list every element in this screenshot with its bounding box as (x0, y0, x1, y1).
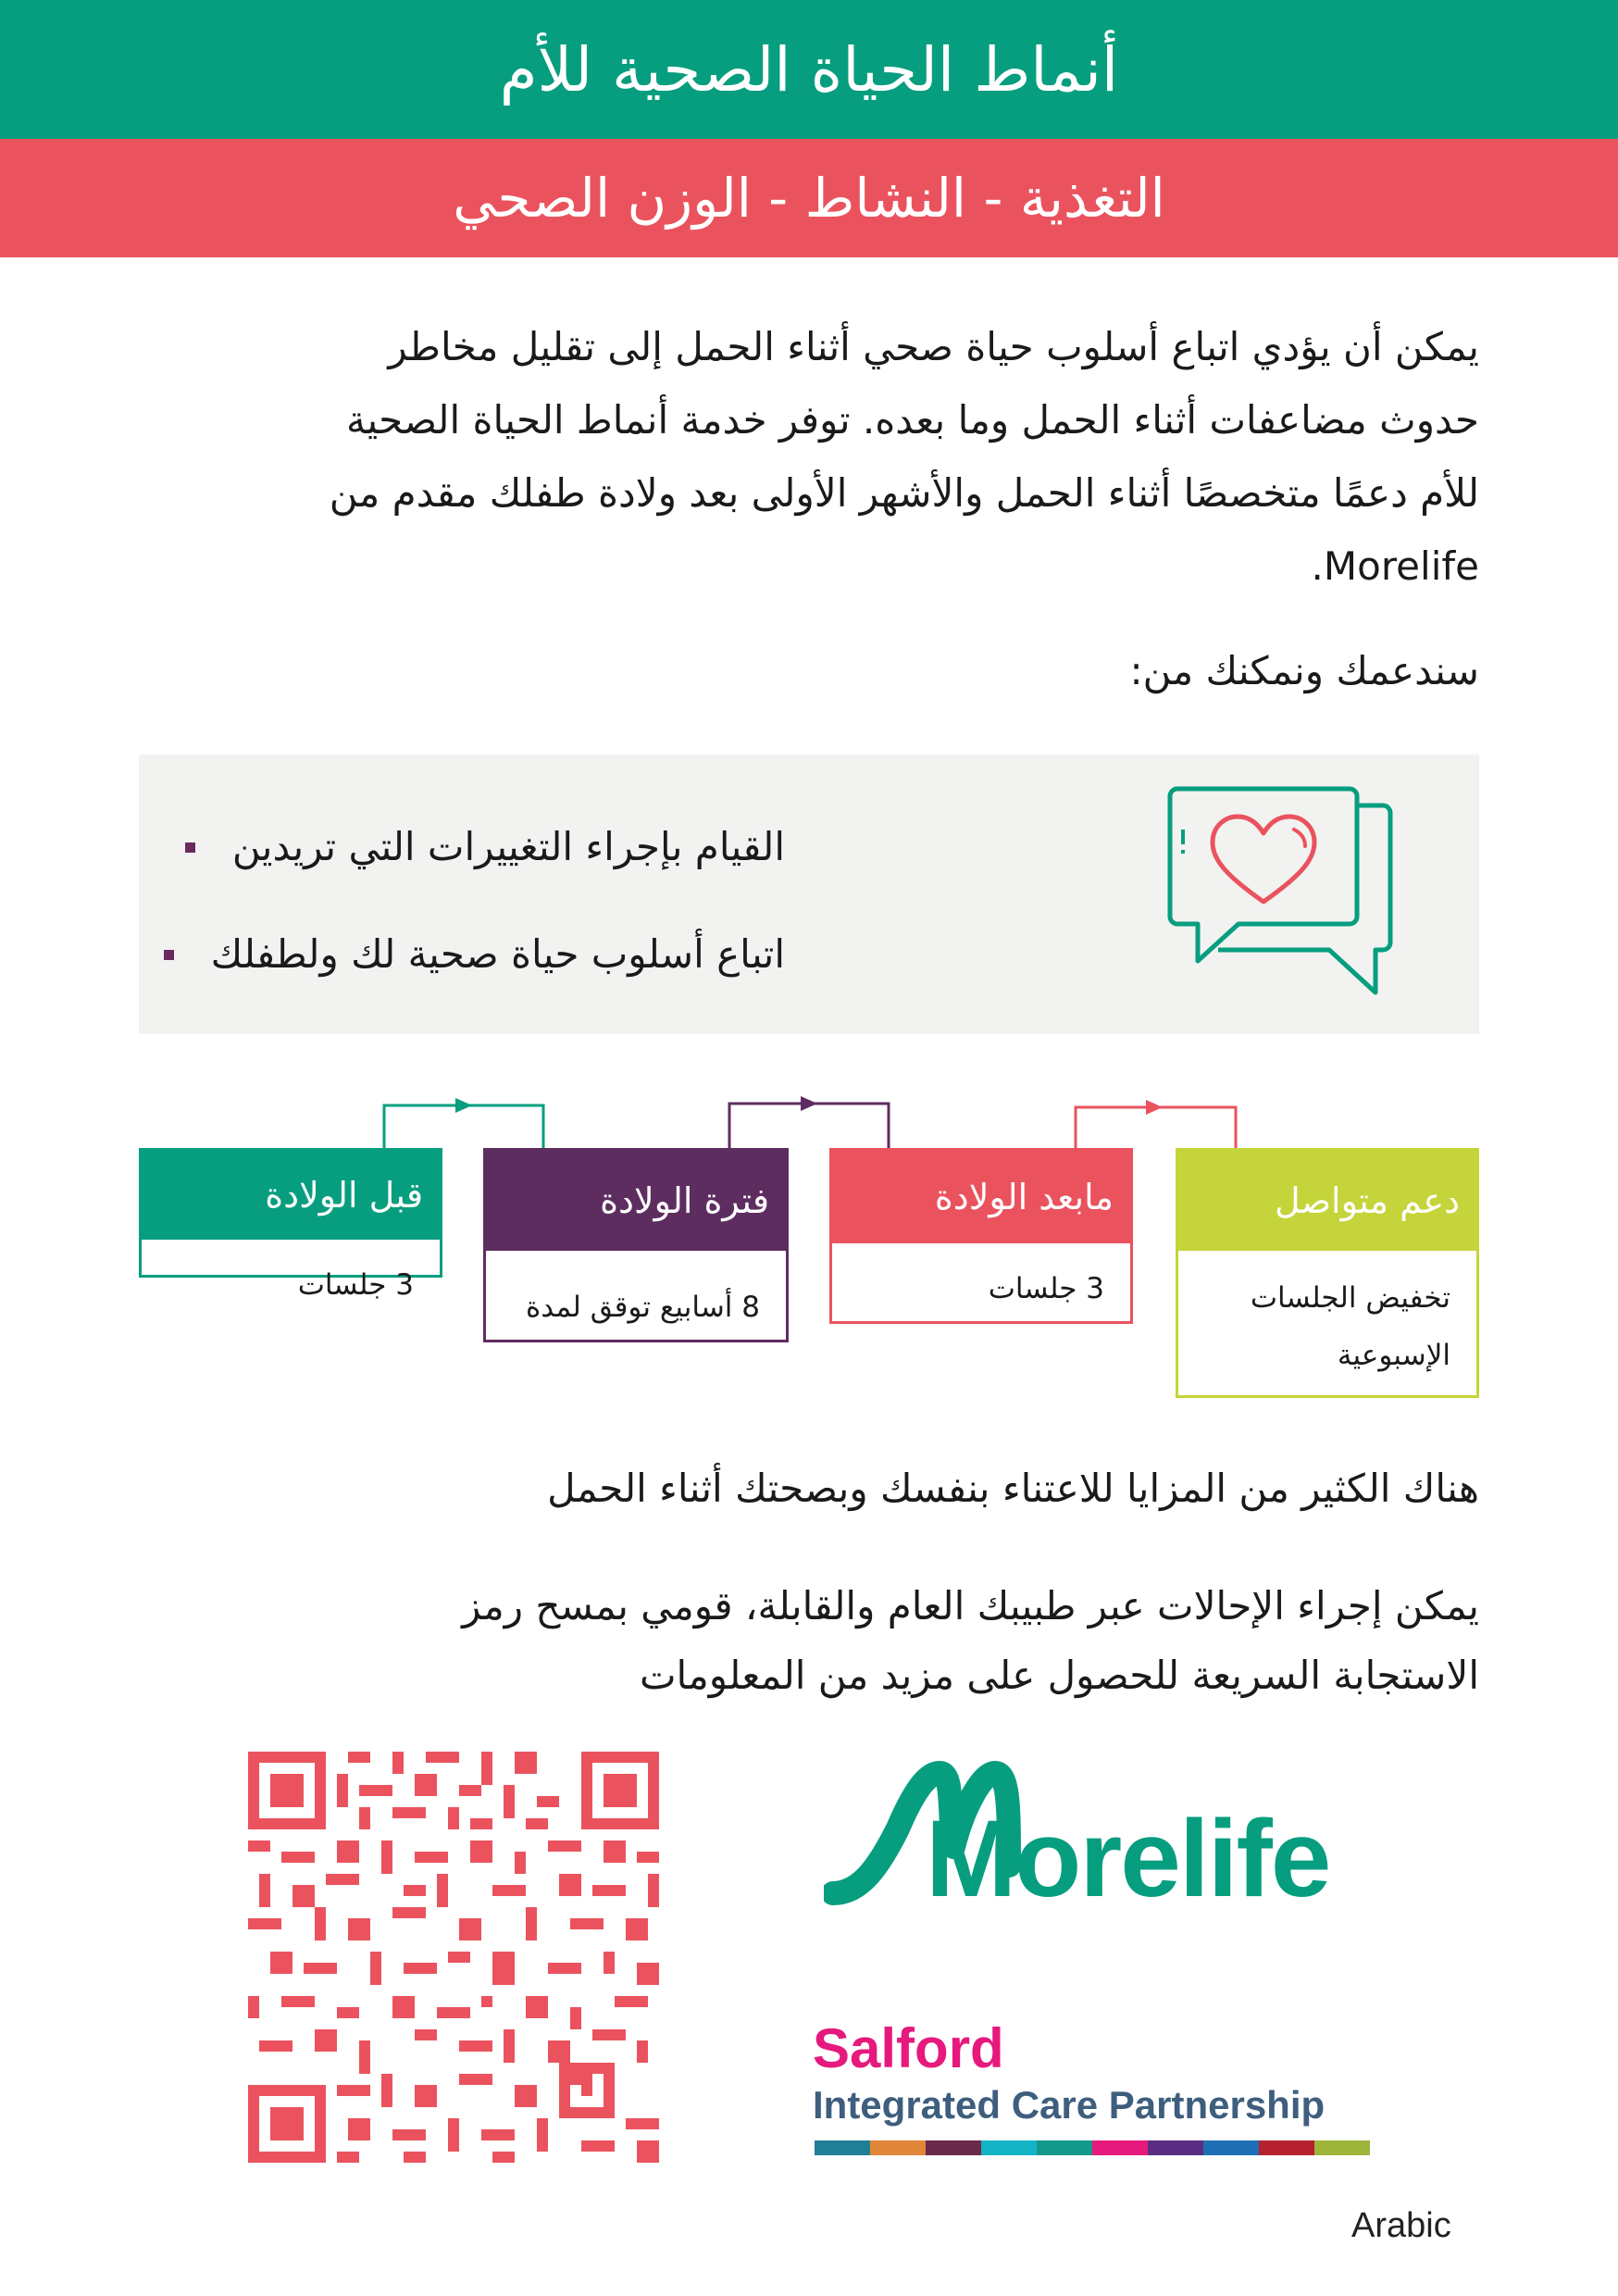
stripe-segment (1037, 2140, 1092, 2155)
list-item: اتباع أسلوب حياة صحية لك ولطفلك (164, 927, 785, 982)
stripe-segment (1259, 2140, 1314, 2155)
subtitle-banner (0, 139, 1618, 257)
benefits-line: هناك الكثير من المزايا للاعتناء بنفسك وبصحتك أثناء الحمل (547, 1466, 1479, 1511)
benefits-panel (139, 755, 1479, 1034)
step-title: مابعد الولادة (832, 1151, 1130, 1243)
bullet-icon (185, 842, 195, 853)
step-body: 3 جلسات (988, 1272, 1104, 1305)
step-body: تخفيض الجلسات الإسبوعية (1250, 1281, 1450, 1372)
list-item: القيام بإجراء التغييرات التي تريدين (164, 819, 785, 875)
benefits-list (164, 819, 785, 1034)
bullet-icon (164, 950, 174, 960)
stripe-segment (815, 2140, 870, 2155)
step-title: دعم متواصل (1178, 1151, 1476, 1251)
icp-logo-text: Integrated Care Partnership (813, 2083, 1326, 2127)
step-prenatal (139, 1148, 442, 1302)
icp-color-stripe (815, 2140, 1370, 2155)
stripe-segment (1092, 2140, 1148, 2155)
intro-lead: سندعمك ونمكنك من: (1129, 648, 1479, 693)
language-label: Arabic (1351, 2206, 1451, 2245)
stripe-segment (926, 2140, 981, 2155)
page-title: أنماط الحياة الصحية للأم (499, 33, 1119, 106)
referral-line-2: الاستجابة السريعة للحصول على مزيد من المعلومات (639, 1653, 1479, 1698)
title-banner (0, 0, 1618, 139)
morelife-logo: Morelife (926, 1798, 1330, 1920)
heart-chat-icon (1164, 785, 1396, 1000)
step-continuous-support (1176, 1148, 1479, 1398)
step-body: 8 أسابيع توقق لمدة (525, 1291, 760, 1324)
care-pathway (0, 1065, 1618, 1407)
step-body: 3 جلسات (297, 1268, 414, 1302)
step-postnatal (829, 1148, 1133, 1324)
stripe-segment (1148, 2140, 1203, 2155)
stripe-segment (1314, 2140, 1370, 2155)
stripe-segment (870, 2140, 926, 2155)
qr-code[interactable] (248, 1750, 659, 2165)
step-title: فترة الولادة (486, 1151, 786, 1251)
referral-line-1: يمكن إجراء الإحالات عبر طبيبك العام والقابلة، قومي بمسح رمز (462, 1583, 1479, 1628)
stripe-segment (981, 2140, 1037, 2155)
stripe-segment (1203, 2140, 1259, 2155)
page-subtitle: التغذية - النشاط - الوزن الصحي (453, 167, 1165, 230)
salford-logo: Salford (813, 2017, 1004, 2079)
step-birth (483, 1148, 789, 1342)
intro-paragraph: يمكن أن يؤدي اتباع أسلوب حياة صحي أثناء الحمل إلى تقليل مخاطر حدوث مضاعفات أثناء الحمل وما بعده. توفر خدمة أنماط الحياة الصحية للأم دعمًا متخصصًا أثناء الحمل والأشهر الأولى بعد ولادة طفلك مقدم من Morelife. (329, 324, 1479, 589)
step-title: قبل الولادة (142, 1151, 440, 1240)
